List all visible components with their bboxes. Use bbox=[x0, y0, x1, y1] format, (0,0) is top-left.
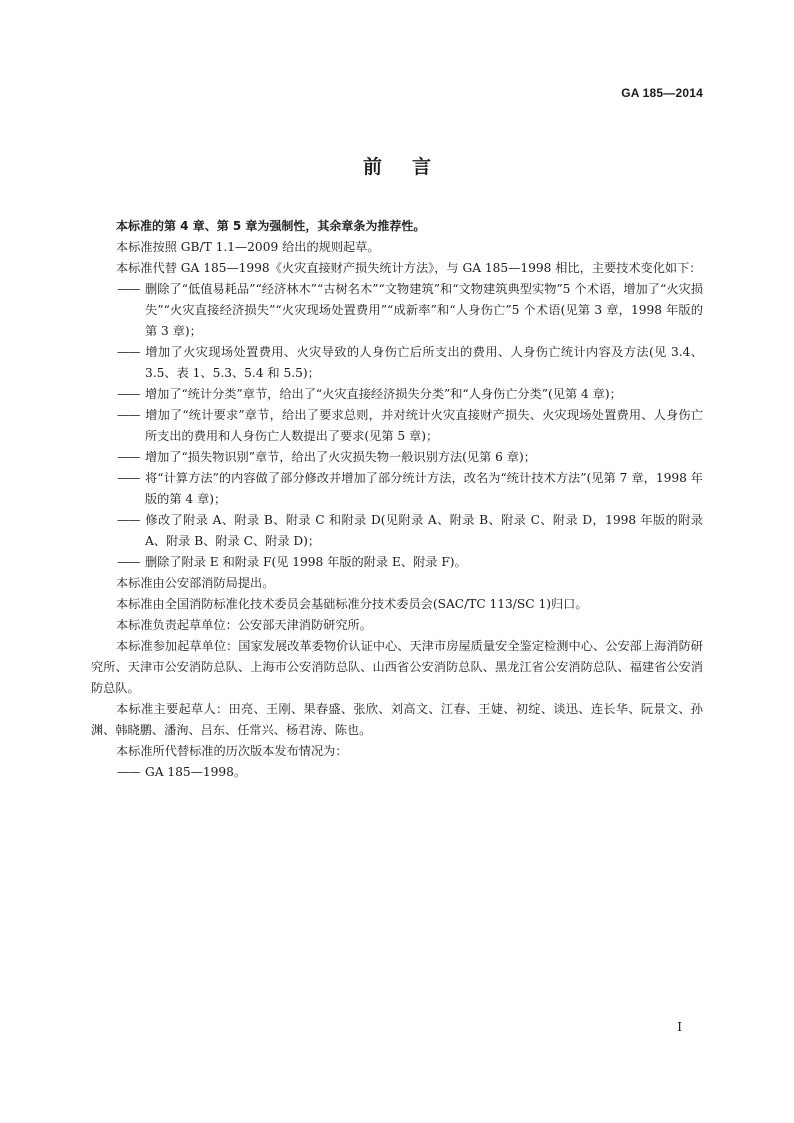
committee-paragraph: 本标准由全国消防标准化技术委员会基础标准分技术委员会(SAC/TC 113/SC 1)归口。 bbox=[116, 597, 588, 611]
change-item: —— 增加了火灾现场处置费用、火灾导致的人身伤亡后所支出的费用、人身伤亡统计内容及方法(见 3.4、3.5、表 1、5.3、5.4 和 5.5)； bbox=[91, 342, 703, 384]
standard-code: GA 185—2014 bbox=[621, 86, 703, 100]
document-body bbox=[91, 216, 703, 783]
change-item: —— 删除了附录 E 和附录 F(见 1998 年版的附录 E、附录 F)。 bbox=[91, 552, 703, 573]
mandatory-statement: 本标准的第 4 章、第 5 章为强制性，其余章条为推荐性。 bbox=[116, 219, 426, 233]
history-intro-paragraph: 本标准所代替标准的历次版本发布情况为： bbox=[116, 744, 348, 758]
lead-drafter-paragraph: 本标准负责起草单位：公安部天津消防研究所。 bbox=[116, 618, 372, 632]
page-title: 前言 bbox=[362, 156, 461, 178]
change-item: —— 修改了附录 A、附录 B、附录 C 和附录 D(见附录 A、附录 B、附录 C、附录 D，1998 年版的附录 A、附录 B、附录 C、附录 D)； bbox=[91, 510, 703, 552]
change-item: —— 将“计算方法”的内容做了部分修改并增加了部分统计方法，改名为“统计技术方法”(见第 7 章，1998 年版的第 4 章)； bbox=[91, 468, 703, 510]
proposer-paragraph: 本标准由公安部消防局提出。 bbox=[116, 576, 275, 590]
change-item: —— 增加了“损失物识别”章节，给出了火灾损失物一般识别方法(见第 6 章)； bbox=[91, 447, 703, 468]
history-item: —— GA 185—1998。 bbox=[91, 762, 703, 783]
replacement-paragraph: 本标准代替 GA 185—1998《火灾直接财产损失统计方法》，与 GA 185—1998 相比，主要技术变化如下： bbox=[116, 261, 702, 275]
change-item: —— 增加了“统计要求”章节，给出了要求总则，并对统计火灾直接财产损失、火灾现场处置费用、人身伤亡所支出的费用和人身伤亡人数提出了要求(见第 5 章)； bbox=[91, 405, 703, 447]
drafting-rules-paragraph: 本标准按照 GB/T 1.1—2009 给出的规则起草。 bbox=[116, 240, 380, 254]
drafters-paragraph: 本标准主要起草人：田亮、王刚、果春盛、张欣、刘高文、江春、王婕、初绽、谈迅、连长华、阮景文、孙渊、韩晓鹏、潘洵、吕东、任常兴、杨君涛、陈也。 bbox=[91, 702, 703, 737]
page-number: I bbox=[677, 1020, 682, 1034]
change-item: —— 增加了“统计分类”章节，给出了“火灾直接经济损失分类”和“人身伤亡分类”(见第 4 章)； bbox=[91, 384, 703, 405]
participating-units-paragraph: 本标准参加起草单位：国家发展改革委物价认证中心、天津市房屋质量安全鉴定检测中心、公安部上海消防研究所、天津市公安消防总队、上海市公安消防总队、山西省公安消防总队、黑龙江省公安消防总队、福建省公安消防总队。 bbox=[91, 639, 703, 695]
change-item: —— 删除了“低值易耗品”“经济林木”“古树名木”“文物建筑”和“文物建筑典型实物”5 个术语，增加了“火灾损失”“火灾直接经济损失”“火灾现场处置费用”“成新率”和“人身伤亡”5 个术语(见第 3 章，1998 年版的第 3 章)； bbox=[91, 279, 703, 342]
